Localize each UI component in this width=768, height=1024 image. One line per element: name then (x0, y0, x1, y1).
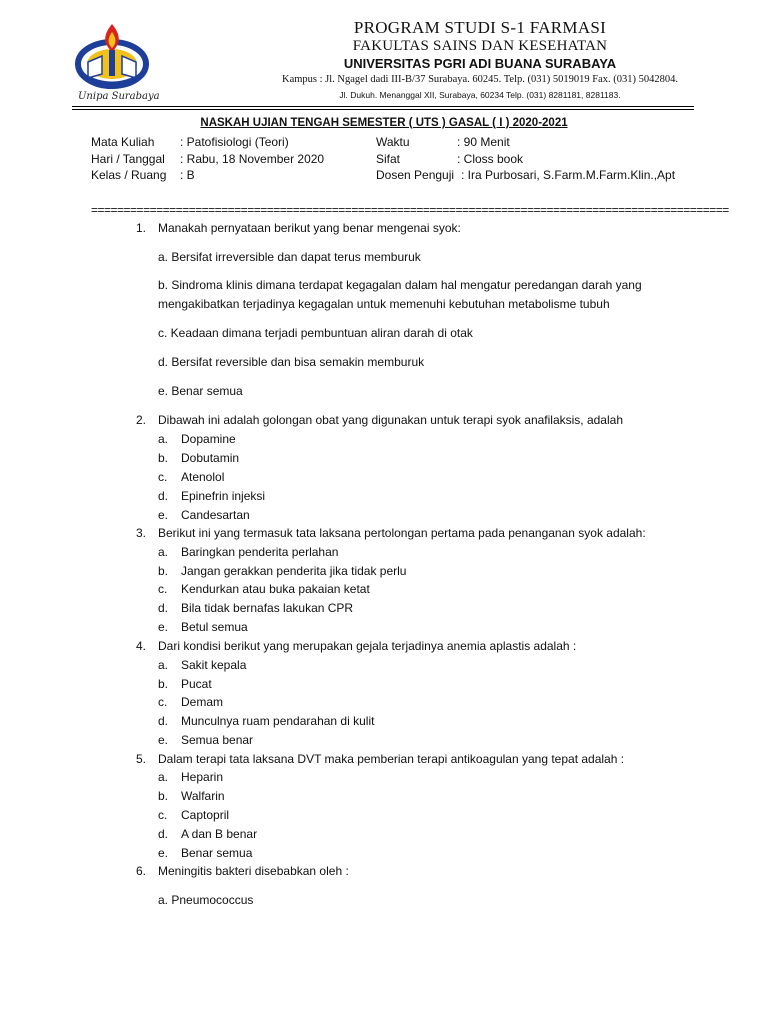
option-letter: b. (158, 564, 169, 578)
option-text: A dan B benar (181, 827, 258, 841)
header-divider-2 (72, 109, 694, 110)
option-letter: c. (158, 470, 168, 484)
answer-option: c. Keadaan dimana terjadi pembuntuan aliran darah di otak (158, 326, 473, 340)
option-text: Pucat (181, 677, 212, 691)
option-letter: c. (158, 808, 168, 822)
option-letter: c. (158, 582, 168, 596)
logo-emblem-icon (72, 18, 152, 94)
option-text: Epinefrin injeksi (181, 489, 266, 503)
question-number: 3. (136, 526, 147, 540)
option-letter: e. (158, 733, 169, 747)
campus-address: Kampus : Jl. Ngagel dadi III-B/37 Surabaya. 60245. Telp. (031) 5019019 Fax. (031) 5042804. (282, 74, 678, 85)
answer-option-continued: mengakibatkan terjadinya kegagalan untuk memenuhi kebutuhan metabolisme tubuh (158, 297, 610, 311)
question-text: Dibawah ini adalah golongan obat yang digunakan untuk terapi syok anafilaksis, adalah (158, 413, 623, 427)
option-letter: a. (158, 432, 169, 446)
option-text: Jangan gerakkan penderita jika tidak perlu (181, 564, 407, 578)
mata-kuliah-value: : Patofisiologi (Teori) (180, 135, 289, 149)
question-number: 6. (136, 864, 147, 878)
option-text: Benar semua (181, 846, 253, 860)
question-text: Dari kondisi berikut yang merupakan gejala terjadinya anemia aplastis adalah : (158, 639, 577, 653)
dosen-value: : Ira Purbosari, S.Farm.M.Farm.Klin.,Apt (461, 168, 676, 182)
question-text: Manakah pernyataan berikut yang benar mengenai syok: (158, 221, 461, 235)
option-text: Heparin (181, 770, 224, 784)
option-text: Sakit kepala (181, 658, 247, 672)
answer-option: a. Bersifat irreversible dan dapat terus memburuk (158, 250, 421, 264)
sifat-value: : Closs book (457, 152, 524, 166)
option-letter: b. (158, 677, 169, 691)
hari-label: Hari / Tanggal (91, 152, 165, 166)
option-letter: e. (158, 508, 169, 522)
option-letter: c. (158, 695, 168, 709)
option-text: Dopamine (181, 432, 236, 446)
exam-title: NASKAH UJIAN TENGAH SEMESTER ( UTS ) GASAL ( I ) 2020-2021 (200, 117, 568, 129)
waktu-label: Waktu (376, 135, 410, 149)
mata-kuliah-label: Mata Kuliah (91, 135, 155, 149)
option-letter: a. (158, 545, 169, 559)
option-text: Betul semua (181, 620, 248, 634)
program-title: PROGRAM STUDI S-1 FARMASI (353, 18, 607, 37)
question-text: Dalam terapi tata laksana DVT maka pemberian terapi antikoagulan yang tepat adalah : (158, 752, 625, 766)
kelas-label: Kelas / Ruang (91, 168, 167, 182)
option-text: Bila tidak bernafas lakukan CPR (181, 601, 354, 615)
question-text: Meningitis bakteri disebabkan oleh : (158, 864, 349, 878)
option-text: Dobutamin (181, 451, 240, 465)
campus-address-2: Jl. Dukuh. Menanggal XII, Surabaya, 60234 Telp. (031) 8281181, 8281183. (339, 90, 621, 100)
option-text: Candesartan (181, 508, 250, 522)
option-text: Demam (181, 695, 224, 709)
option-letter: b. (158, 789, 169, 803)
answer-option: e. Benar semua (158, 384, 243, 398)
option-text: Atenolol (181, 470, 225, 484)
option-letter: d. (158, 714, 169, 728)
option-text: Munculnya ruam pendarahan di kulit (181, 714, 375, 728)
logo-caption: Unipa Surabaya (78, 91, 160, 102)
option-text: Captopril (181, 808, 230, 822)
waktu-value: : 90 Menit (457, 135, 510, 149)
separator-line: ================================================================================================== (91, 203, 729, 217)
option-letter: e. (158, 620, 169, 634)
hari-value: : Rabu, 18 November 2020 (180, 152, 325, 166)
option-text: Walfarin (181, 789, 225, 803)
university-title: UNIVERSITAS PGRI ADI BUANA SURABAYA (343, 56, 617, 71)
option-text: Baringkan penderita perlahan (181, 545, 339, 559)
answer-option: d. Bersifat reversible dan bisa semakin memburuk (158, 355, 425, 369)
faculty-title: FAKULTAS SAINS DAN KESEHATAN (352, 38, 608, 54)
question-text: Berikut ini yang termasuk tata laksana pertolongan pertama pada penanganan syok adalah: (158, 526, 646, 540)
option-letter: d. (158, 489, 169, 503)
option-letter: a. (158, 658, 169, 672)
header-divider (72, 106, 694, 107)
option-letter: b. (158, 451, 169, 465)
question-number: 1. (136, 221, 147, 235)
option-text: Kendurkan atau buka pakaian ketat (181, 582, 370, 596)
question-number: 5. (136, 752, 147, 766)
kelas-value: : B (180, 168, 195, 182)
option-letter: a. (158, 770, 169, 784)
option-letter: e. (158, 846, 169, 860)
option-letter: d. (158, 601, 169, 615)
option-text: Semua benar (181, 733, 254, 747)
answer-option: a. Pneumococcus (158, 893, 254, 907)
sifat-label: Sifat (376, 152, 401, 166)
option-letter: d. (158, 827, 169, 841)
question-number: 2. (136, 413, 147, 427)
dosen-label: Dosen Penguji (376, 168, 455, 182)
answer-option: b. Sindroma klinis dimana terdapat kegagalan dalam hal mengatur peredangan darah yang (158, 278, 642, 292)
question-number: 4. (136, 639, 147, 653)
